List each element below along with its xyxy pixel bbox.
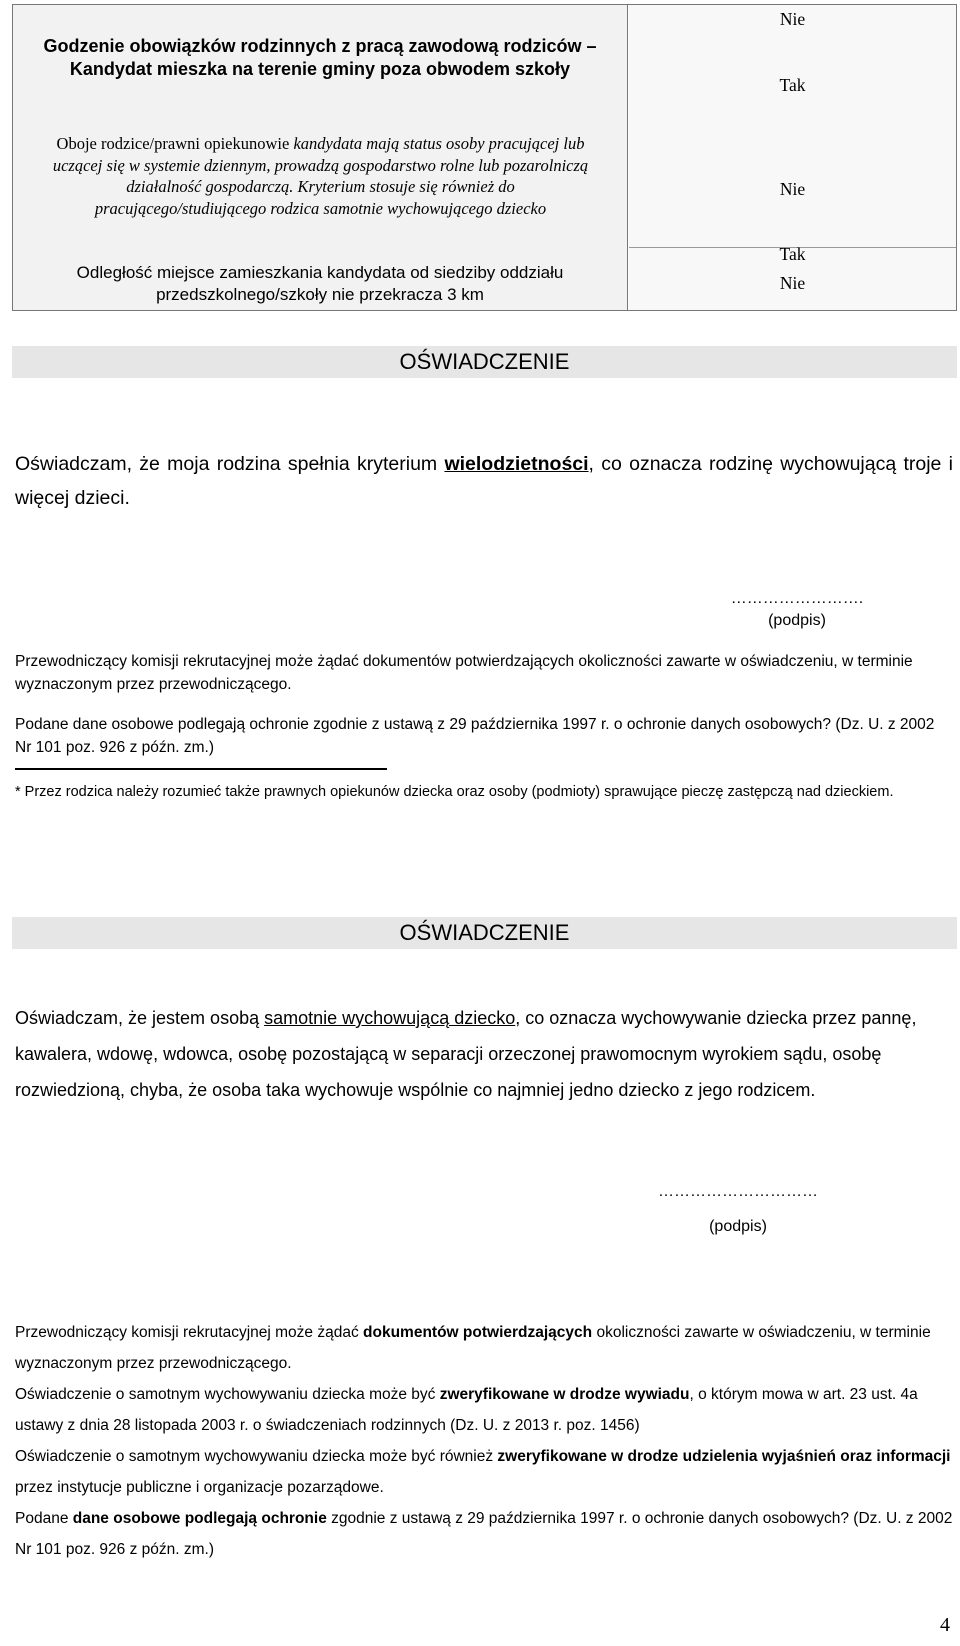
section1-note2: Podane dane osobowe podlegają ochronie zgodnie z ustawą z 29 października 1997 r. o ochronie danych osobowych? (Dz. U. z 2002 Nr 101 poz. 926 z późn. zm.) [15, 716, 935, 756]
statement-text: Oświadczam, że moja rodzina spełnia kryterium [15, 453, 445, 475]
criteria-desc-part: Kryterium stosuje się również do pracującego/studiującego rodzica samotnie wych [94, 177, 515, 218]
section1-note1: Przewodniczący komisji rekrutacyjnej może żądać dokumentów potwierdzających okoliczności zawarte w oświadczeniu, w terminie wyznaczonym przez przewodniczącego. [15, 653, 913, 693]
section2-notes [15, 1317, 953, 1565]
option-tak[interactable]: Tak [779, 244, 806, 264]
note-text: Oświadczenie o samotnym wychowywaniu dziecka może być również [15, 1448, 498, 1465]
statement-text: Oświadczam, że jestem osobą [15, 1008, 265, 1028]
statement-text: , co oznacza rodzinę wychowującą troje i więcej dzieci. [15, 453, 953, 509]
criteria-description [43, 133, 598, 219]
section1-heading: OŚWIADCZENIE [12, 346, 957, 378]
note-emphasis: zweryfikowane w drodze wywiadu [439, 1386, 690, 1403]
criteria-desc-part: Oboje rodzice/prawni opiekunowie [56, 134, 294, 153]
criteria-title: Godzenie obowiązków rodzinnych z pracą zawodową rodziców – Kandydat mieszka na terenie gminy poza obwodem szkoły [43, 36, 597, 79]
section2-note3 [15, 1441, 953, 1503]
note-emphasis: dokumentów potwierdzających [363, 1324, 593, 1341]
signature-label: (podpis) [768, 612, 826, 629]
criteria-desc-part: kandydata mają status osoby pracującej lub uczącej się w systemie dziennym, prowadzą gospodarstwo rolne lub pozarolniczą działalność gospodarczą. [52, 134, 589, 196]
note-text: Podane [15, 1510, 73, 1527]
criteria-desc-part: owującego dziecko [421, 198, 547, 218]
section2-statement [15, 1000, 953, 1108]
footnote: * Przez rodzica należy rozumieć także prawnych opiekunów dziecka oraz osoby (podmioty) sprawujące pieczę zastępczą nad dzieckiem. [15, 784, 894, 800]
section2-note4 [15, 1503, 953, 1565]
note-text: Przewodniczący komisji rekrutacyjnej może żądać [15, 1324, 364, 1341]
section2-note2 [15, 1379, 953, 1441]
criteria-table [12, 4, 957, 311]
note-text: przez instytucje publiczne i organizacje pozarządowe. [15, 1479, 384, 1496]
section2-heading: OŚWIADCZENIE [12, 917, 957, 949]
signature-label: (podpis) [709, 1218, 767, 1235]
option-nie[interactable]: Nie [779, 179, 806, 199]
page-number: 4 [940, 1614, 950, 1636]
note-text: okoliczności zawarte w oświadczeniu, w terminie wyznaczonym przez przewodniczącego. [15, 1324, 931, 1372]
option-nie[interactable]: Nie [779, 273, 806, 293]
footnote-rule [15, 768, 387, 770]
note-text: Oświadczenie o samotnym wychowywaniu dziecka może być [15, 1386, 440, 1403]
note-emphasis: zweryfikowane w drodze udzielenia wyjaśnień oraz informacji [497, 1448, 951, 1465]
option-tak[interactable]: Tak [779, 75, 806, 95]
statement-emphasis: samotnie wychowującą dziecko [264, 1008, 516, 1028]
note-text: zgodnie z ustawą z 29 października 1997 r. o ochronie danych osobowych? (Dz. U. z 2002 Nr 101 poz. 926 z późn. zm.) [15, 1510, 953, 1558]
section1-statement [15, 447, 953, 515]
note-emphasis: dane osobowe podlegają ochronie [72, 1510, 327, 1527]
criteria-distance: Odległość miejsce zamieszkania kandydata od siedziby oddziału przedszkolnego/szkoły nie przekracza 3 km [76, 263, 564, 304]
signature-dots: ……………………. [730, 590, 864, 607]
statement-emphasis: wielodzietności [444, 453, 589, 475]
signature-dots: ………………………… [658, 1183, 818, 1200]
statement-text: , co oznacza wychowywanie dziecka przez pannę, kawalera, wdowę, wdowca, osobę pozostającą w separacji orzeczonej prawomocnym wyrokiem sądu, osobę rozwiedzioną, chyba, że osoba taka wychowuje wspólnie co najmniej jedno dziecko z jego rodzicem. [15, 1008, 917, 1100]
note-text: , o którym mowa w art. 23 ust. 4a ustawy z dnia 28 listopada 2003 r. o świadczeniach rodzinnych (Dz. U. z 2013 r. poz. 1456) [15, 1386, 918, 1434]
option-nie[interactable]: Nie [779, 9, 806, 29]
section2-note1 [15, 1317, 953, 1379]
